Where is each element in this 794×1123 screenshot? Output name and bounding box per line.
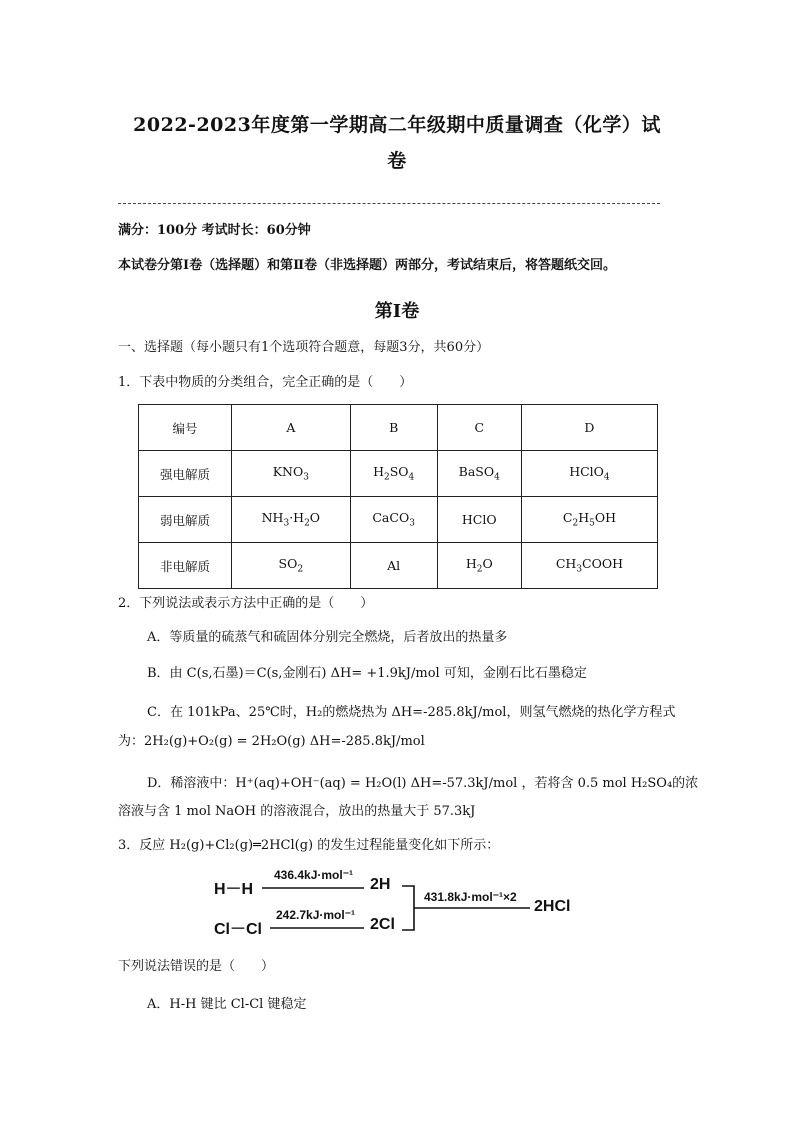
q2-option-b: B．由 C(s,石墨)＝C(s,金刚石) ΔH= +1.9kJ/mol 可知，金刚石比石墨稳定 <box>147 666 587 681</box>
hh-bond: H－H <box>214 881 254 898</box>
q3-sub-stem: 下列说法错误的是（ ） <box>118 959 275 974</box>
table-cell: 编号 <box>139 405 232 451</box>
table-cell: HClO <box>437 497 521 543</box>
product-2cl: 2Cl <box>370 916 395 933</box>
product-2hcl: 2HCl <box>534 898 571 915</box>
table-cell: C <box>437 405 521 451</box>
energy-diagram <box>214 868 594 940</box>
q2-stem: 2．下列说法或表示方法中正确的是（ ） <box>118 596 374 611</box>
table-cell: $NH_3\cdot H_2O$ <box>232 497 351 543</box>
q3-stem: 3．反应 H₂(g)+Cl₂(g)═2HCl(g) 的发生过程能量变化如下所示： <box>118 838 500 853</box>
product-2h: 2H <box>370 876 391 893</box>
q3-option-a: A．H-H 键比 Cl-Cl 键稳定 <box>147 997 307 1012</box>
table-cell: $SO_2$ <box>232 543 351 589</box>
section-title: 第Ⅰ卷 <box>374 301 420 322</box>
q2-option-c-line1: C．在 101kPa、25℃时，H₂的燃烧热为 ΔH=-285.8kJ/mol，则氢气燃烧的热化学方程式 <box>147 705 676 720</box>
exam-title-line2: 卷 <box>387 150 407 172</box>
table-cell: HClO$_4$ <box>521 451 657 497</box>
divider <box>118 203 660 204</box>
clcl-energy: 242.7kJ·mol⁻¹ <box>276 908 356 922</box>
table-cell: Al <box>350 543 437 589</box>
table-cell: B <box>350 405 437 451</box>
row-label: 弱电解质 <box>139 497 232 543</box>
exam-title-line1: 2022-2023年度第一学期高二年级期中质量调查（化学）试 <box>133 114 661 136</box>
table-cell: $KNO_3$ <box>232 451 351 497</box>
instructions: 本试卷分第Ⅰ卷（选择题）和第Ⅱ卷（非选择题）两部分，考试结束后，将答题纸交回。 <box>118 258 617 273</box>
table-row <box>139 451 658 497</box>
table-cell: CaCO$_3$ <box>350 497 437 543</box>
table-row <box>139 497 658 543</box>
row-label: 非电解质 <box>139 543 232 589</box>
table-cell: $CH_3COOH$ <box>521 543 657 589</box>
part-one-heading: 一、选择题（每小题只有1个选项符合题意，每题3分，共60分） <box>118 340 490 355</box>
q1-stem: 1．下表中物质的分类组合，完全正确的是（ ） <box>118 375 413 390</box>
q2-option-a: A．等质量的硫蒸气和硫固体分别完全燃烧，后者放出的热量多 <box>147 630 508 645</box>
classification-table <box>138 404 658 589</box>
table-row <box>139 543 658 589</box>
clcl-bond: Cl－Cl <box>214 921 263 938</box>
table-cell: D <box>521 405 657 451</box>
table-cell: A <box>232 405 351 451</box>
hcl-energy: 431.8kJ·mol⁻¹×2 <box>424 890 517 904</box>
q2-option-d-line1: D．稀溶液中：H⁺(aq)+OH⁻(aq) = H₂O(l) ΔH=-57.3kJ/mol ，若将含 0.5 mol H₂SO₄的浓 <box>147 776 699 791</box>
table-header-row <box>139 405 658 451</box>
hh-energy: 436.4kJ·mol⁻¹ <box>274 868 354 882</box>
table-cell: BaSO$_4$ <box>437 451 521 497</box>
score-time: 满分：100分 考试时长：60分钟 <box>118 223 311 238</box>
row-label: 强电解质 <box>139 451 232 497</box>
table-cell: $H_2SO_4$ <box>350 451 437 497</box>
table-cell: $C_2H_5OH$ <box>521 497 657 543</box>
q2-option-d-line2: 溶液与含 1 mol NaOH 的溶液混合，放出的热量大于 57.3kJ <box>118 804 476 819</box>
q2-option-c-line2: 为：2H₂(g)+O₂(g) = 2H₂O(g) ΔH=-285.8kJ/mol <box>118 734 425 749</box>
table-cell: $H_2O$ <box>437 543 521 589</box>
